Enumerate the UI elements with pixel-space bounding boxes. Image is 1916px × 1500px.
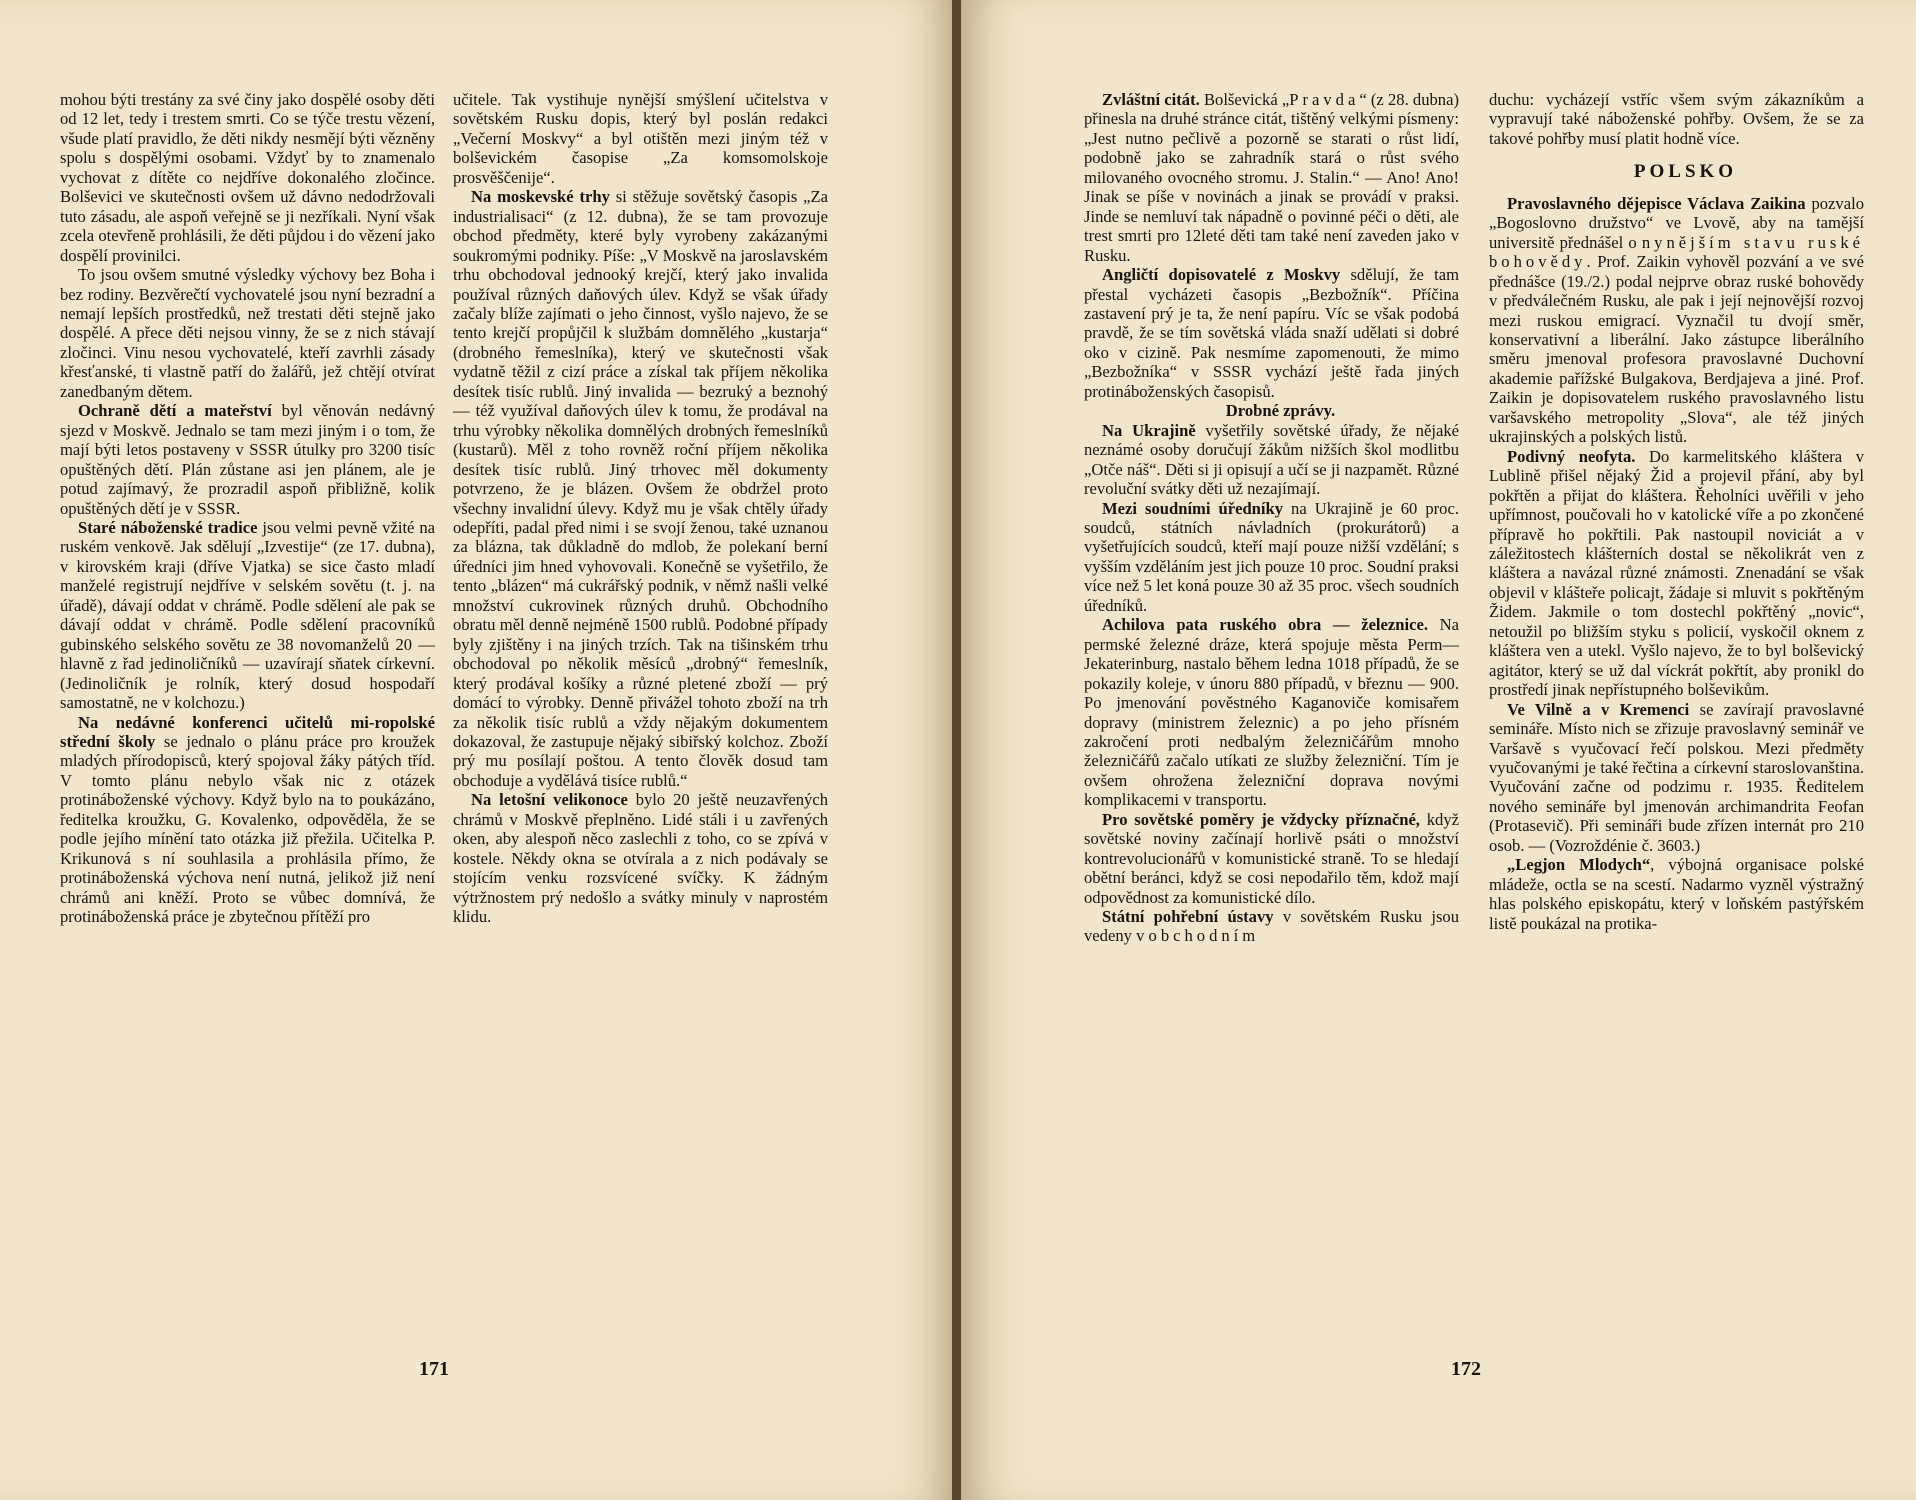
paragraph-lead: Ve Vilně a v Kremenci bbox=[1507, 699, 1690, 719]
paragraph-lead: Státní pohřební ústavy bbox=[1102, 907, 1274, 927]
paragraph: mohou býti trestány za své činy jako dospělé osoby děti od 12 let, tedy i trestem smrti. Co se týče trestu vězení, všude platí pravidlo, že děti nikdy nesmějí býti vězněny spolu s dospělými osobami. Vždyť by to znamenalo vychovat z dítěte co nejdříve dokonalého zločince. Bolševici ve skutečnosti ovšem už dávno nedodržovali tuto zásadu, ale aspoň veřejně se ji nezříkali. Nyní však zcela otevřeně prohlásili, že děti půjdou i do vězení jako dospělí provinilci. bbox=[60, 90, 435, 265]
right-column-2 bbox=[1489, 90, 1864, 1340]
paragraph-text: , výbojná organisace polské mládeže, octla se na scestí. Nadarmo vyzněl výstražný hlas polského episkopátu, který v loňském pastýřském listě poukázal na protika- bbox=[1489, 855, 1864, 933]
paragraph-lead: Ochraně dětí a mateřství bbox=[78, 401, 272, 421]
spaced-text: nynějším stavu ruské bohovědy bbox=[1489, 232, 1864, 272]
paragraph-text: Do karmelitského kláštera v Lublině přišel nějaký Žid a projevil přání, aby byl pokřtěn a přijat do kláštera. Řeholníci uvěřili v jeho upřímnost, poučovali ho v katolické víře a po zkončené přípravě ho pokřtili. Pak nastoupil noviciát a v záležitostech klášterních dostal se několikrát ven z kláštera a navázal různé známosti. Znenadání se však objevil v klášteře policajt, žádaje si mluvit s pokřtěným Židem. Jakmile o tom dostechl pokřtěný „novic“, netoužil po bližším styku s policií, vyskočil oknem z kláštera ven a utekl. Vyšlo najevo, že to byl bolševický agitátor, který se už dal víckrát pokřtít, aby pronikl do prostředí jinak nepřístupného bolševikům. bbox=[1489, 446, 1864, 700]
paragraph-text: . Prof. Zaikin vyhověl pozvání a ve své přednášce (19./2.) podal nejprve obraz ruské bohovědy v předválečném Rusku, ale pak i její nejnovější rozvoj mezi ruskou emigrací. Vyznačil tu dvojí směr, konservativní a liberální. Jako zástupce liberálního směru jmenoval profesora pravoslavné Duchovní akademie pařížské Bulgakova, Berdjajeva a jiné. Prof. Zaikin je dopisovatelem ruského pravoslavného listu varšavského metropolity „Slova“, ale též jiných ukrajinských a polských listů. bbox=[1489, 252, 1864, 447]
spaced-text: obchodním bbox=[1148, 926, 1260, 946]
paragraph bbox=[1084, 421, 1459, 499]
paragraph-text: na Ukrajině je 60 proc. soudců, státních návladních (prokurátorů) a vyšetřujících soudců, kteří mají pouze nižší vzdělání; s vyšším vzděláním jest jich pouze 10 proc. Soudní praksi více než 5 let koná pouze 30 až 35 proc. všech soudních úředníků. bbox=[1084, 498, 1459, 615]
paragraph bbox=[1084, 810, 1459, 907]
paragraph-lead: Pravoslavného dějepisce Václava Zaikina bbox=[1507, 193, 1806, 213]
paragraph bbox=[1084, 615, 1459, 810]
paragraph bbox=[1489, 855, 1864, 933]
paragraph bbox=[1084, 265, 1459, 401]
page-number: 171 bbox=[419, 1358, 449, 1380]
paragraph-text: pozvalo „Bogoslovno družstvo“ ve Lvově, aby na tamější universitě přednášel o bbox=[1489, 193, 1864, 252]
section-heading: Drobné zprávy. bbox=[1225, 401, 1336, 421]
paragraph-lead: Mezi soudními úředníky bbox=[1102, 498, 1284, 518]
paragraph-text: byl věnován nedávný sjezd v Moskvě. Jednalo se tam mezi jiným i o tom, že mají býti letos postaveny v SSSR útulky pro 3200 tisíc opuštěných dětí. Plán zůstane asi jen plánem, ale je potud zajímavý, že prozradil aspoň přibližně, kolik opuštěných dětí je v SSSR. bbox=[60, 401, 435, 518]
paragraph bbox=[453, 187, 828, 790]
paragraph: To jsou ovšem smutné výsledky výchovy bez Boha i bez rodiny. Bezvěrečtí vychovatelé jsou nyní bezradní a nemají lepších prostředků, než trestati děti stejně jako dospělé. A přece děti nejsou vinny, že se z nich stávají zločinci. Vinu nesou vychovatelé, kteří zavrhli zásady křesťanské, ti vlastně patří do žalářů, jež chtějí otvírat zanedbaným dětem. bbox=[60, 265, 435, 401]
paragraph bbox=[453, 790, 828, 926]
right-column-1 bbox=[1084, 90, 1459, 1340]
paragraph-text: vyšetřily sovětské úřady, že nějaké neznámé osoby doručují žákům nižších škol modlitbu „Otče náš“. Děti si ji opisují a učí se ji nazpamět. Různé revoluční svátky děti už nezajímají. bbox=[1084, 420, 1459, 499]
paragraph bbox=[1489, 700, 1864, 856]
section-heading: POLSKO bbox=[1633, 161, 1738, 183]
paragraph-text: Na permské železné dráze, která spojuje města Perm—Jekaterinburg, nastalo během ledna 1018 případů, že se pokazily koleje, v únoru 880 případů, v březnu — 900. Po jmenování pověstného Kaganoviče komisařem dopravy (ministrem železnic) a po jeho přísném zakročení proti nedbalým železničářům mnoho železničářů začalo utíkati ze služby železniční. Tím je ovšem ohrožena železniční doprava novými komplikacemi v transportu. bbox=[1084, 615, 1459, 810]
spaced-text: Pravda bbox=[1289, 90, 1360, 109]
paragraph bbox=[1489, 447, 1864, 700]
paragraph-lead: Achilova pata ruského obra — železnice. bbox=[1102, 615, 1428, 635]
paragraph-lead: Pro sovětské poměry je vždycky příznačné, bbox=[1102, 809, 1420, 829]
paragraph-lead: Staré náboženské tradice bbox=[78, 517, 258, 537]
left-column-1 bbox=[60, 90, 435, 1340]
paragraph bbox=[1489, 194, 1864, 447]
paragraph-text: se zavírají pravoslavné semináře. Místo nich se zřizuje pravoslavný seminář ve Varšavě s vyučovací řečí polskou. Mezi předměty vyučovanými je také řečtina a církevní staroslovanština. Vyučování začne od podzimu r. 1935. Ředitelem nového semináře byl jmenován archimandrita Feofan (Protasevič). Při semináři bude zřízen internát pro 210 osob. — (Vozroždénie č. 3603.) bbox=[1489, 699, 1864, 855]
paragraph bbox=[60, 518, 435, 713]
paragraph-text: v sovětském Rusku jsou vedeny v bbox=[1084, 907, 1459, 946]
right-page bbox=[961, 0, 1916, 1500]
paragraph-lead: Angličtí dopisovatelé z Moskvy bbox=[1102, 265, 1341, 285]
paragraph-lead: „Legjon Mlodych“ bbox=[1507, 855, 1651, 875]
paragraph-lead: Na nedávné konferenci učitelů mi-ropolské střední školy bbox=[60, 712, 435, 751]
paragraph bbox=[1084, 90, 1459, 265]
paragraph-text: jsou velmi pevně vžité na ruském venkově. Jak sdělují „Izvestije“ (ze 17. dubna), v kirovském kraji (dříve Vjatka) se sice často mladí manželé registrují nejdříve v selském sovětu (t. j. na úřadě), dávají oddat v chrámě. Podle sdělení ale pak se dávají oddat v chrámě. Podle sdělení pracovníků gubinského selského sovětu ze 38 novomanželů 20 — hlavně z řad jedinoličníků — uzavírají sňatek církevní. (Jedinoličník je rolník, který dosud hospodaří samostatně, ne v kolchozu.) bbox=[60, 517, 435, 713]
paragraph-text: Bolševická „ bbox=[1199, 90, 1290, 109]
paragraph-text: když sovětské noviny začínají horlivě psáti o množství kontrevolucionářů v komunistické straně. To se hledají obětní beránci, když se cosi nepodařilo těm, kdož mají odpovědnost za komunistické dílo. bbox=[1084, 809, 1459, 907]
paragraph-lead: Zvláštní citát. bbox=[1102, 90, 1200, 109]
paragraph bbox=[1084, 499, 1459, 616]
paragraph-text: se jednalo o plánu práce pro kroužek mladých přírodopisců, který spojoval žáky pátých tříd. V tomto plánu nebylo však nic z otázek protináboženské výchovy. Když bylo na to poukázáno, ředitelka kroužku, G. Kovalenko, odpověděla, že se podle jejího mínění tato otázka již přežila. Učitelka P. Krikunová s ní souhlasila a prohlásila přímo, že protináboženská výchova není nutná, jelikož již není chrámů ani kněží. Proto se vůbec domnívá, že protináboženská práce je zbytečnou přítěží pro bbox=[60, 731, 435, 927]
paragraph-text: sdělují, že tam přestal vycházeti časopis „Bezbožník“. Příčina zastavení prý je ta, že není papíru. Víc se však podobá pravdě, že se tím sovětská vláda snaží udělati si dobré oko v cizině. Pak nesmíme zapomenouti, že mimo „Bezbožníka“ v SSSR vychází ještě řada jiných protináboženských časopisů. bbox=[1084, 265, 1459, 401]
paragraph-text: “ (z 28. dubna) přinesla na druhé stránce citát, tištěný velkými písmeny: „Jest nutno pečlivě a pozorně se starati o růst lidí, podobně jako se zahradník stará o růst svého milovaného ovocného stromu. J. Stalin.“ — Ano! Ano! Jinak se píše v novinách a jinak se provádí v praksi. Jinde se nemluví tak nápadně o povinné péči o děti, ale trest smrti pro 12leté děti tam také není zaveden jako v Rusku. bbox=[1084, 90, 1459, 265]
paragraph-lead: Podivný neofyta. bbox=[1507, 446, 1636, 466]
paragraph-text: bylo 20 ještě neuzavřených chrámů v Moskvě přeplněno. Lidé stáli i u zavřených oken, aby alespoň něco zaslechli z toho, co se zpívá v kostele. Někdy okna se otvírala a z nich podávaly se stojícím venku rozsvícené svíčky. K žádným výtržnostem prý nedošlo a svátky minuly v naprostém klidu. bbox=[453, 790, 828, 927]
paragraph bbox=[60, 713, 435, 927]
paragraph-lead: Na Ukrajině bbox=[1102, 420, 1196, 440]
paragraph: učitele. Tak vystihuje nynější smýšlení učitelstva v sovětském Rusku dopis, který byl poslán redakci „Večerní Moskvy“ a byl otištěn mezi jiným též v bolševickém časopise „Za komsomolskoje prosvěščenije“. bbox=[453, 90, 828, 187]
paragraph-lead: Na letošní velikonoce bbox=[471, 790, 628, 810]
page-number: 172 bbox=[1451, 1358, 1481, 1380]
left-page bbox=[0, 0, 955, 1500]
paragraph-text: si stěžuje sovětský časopis „Za industrialisaci“ (z 12. dubna), že se tam provozuje obchod předměty, které byly vyrobeny zakázanými soukromými podniky. Píše: „V Moskvě na jaroslavském trhu obchodoval jednooký krejčí, který jako invalida používal různých daňových úlev. Když se však úřady začaly blíže zajímati o jeho činnost, vyšlo najevo, že se tento krejčí propůjčil k službám domnělého „kustarja“ (drobného řemeslníka), který ve skutečnosti však vydatně těžil z cizí práce a získal tak příjem několika desítek tisíc rublů. Jiný invalida — bezruký a beznohý — též využíval daňových úlev k tomu, že prodával na trhu výrobky několika domnělých drobných řemeslníků (kustarů). Měl z toho rovněž roční příjem několika desítek tisíc rublů. Jiný trhovec měl dokumenty potvrzeno, že je blázen. Ovšem že obdržel proto všechny invalidní úlevy. Když mu je však chtěly úřady odepříti, padal před nimi i se svojí ženou, také uznanou za blázna, tak důkladně do mdlob, že polekaní berní úředníci jim hned vyhovovali. Konečně se vyšetřilo, že tento „blázen“ má cukrářský podnik, v němž našli velké množství cukrovinek různých druhů. Obchodního obratu měl denně nejméně 1500 rublů. Podobné případy byly zjištěny i na jiných trzích. Tak na tišinském trhu obchodoval po několik měsíců „drobný“ řemeslník, který prodával košíky a různé pletené zboží — prý domácí to výrobky. Denně přivážel tohoto zboží na trh za několik tisíc rublů a vždy nějakým dokumentem dokazoval, že zastupuje nějaký sibiřský kolchoz. Zboží prý mu posílají poštou. A tento člověk dosud tam obchoduje a vydělává tisíce rublů.“ bbox=[453, 187, 828, 790]
paragraph bbox=[60, 401, 435, 518]
left-column-2 bbox=[453, 90, 828, 1340]
paragraph-lead: Na moskevské trhy bbox=[471, 187, 610, 207]
paragraph bbox=[1084, 907, 1459, 946]
paragraph: duchu: vycházejí vstříc všem svým zákazníkům a vypravují také náboženské pohřby. Ovšem, že se za takové pohřby musí platit hodně více. bbox=[1489, 90, 1864, 148]
